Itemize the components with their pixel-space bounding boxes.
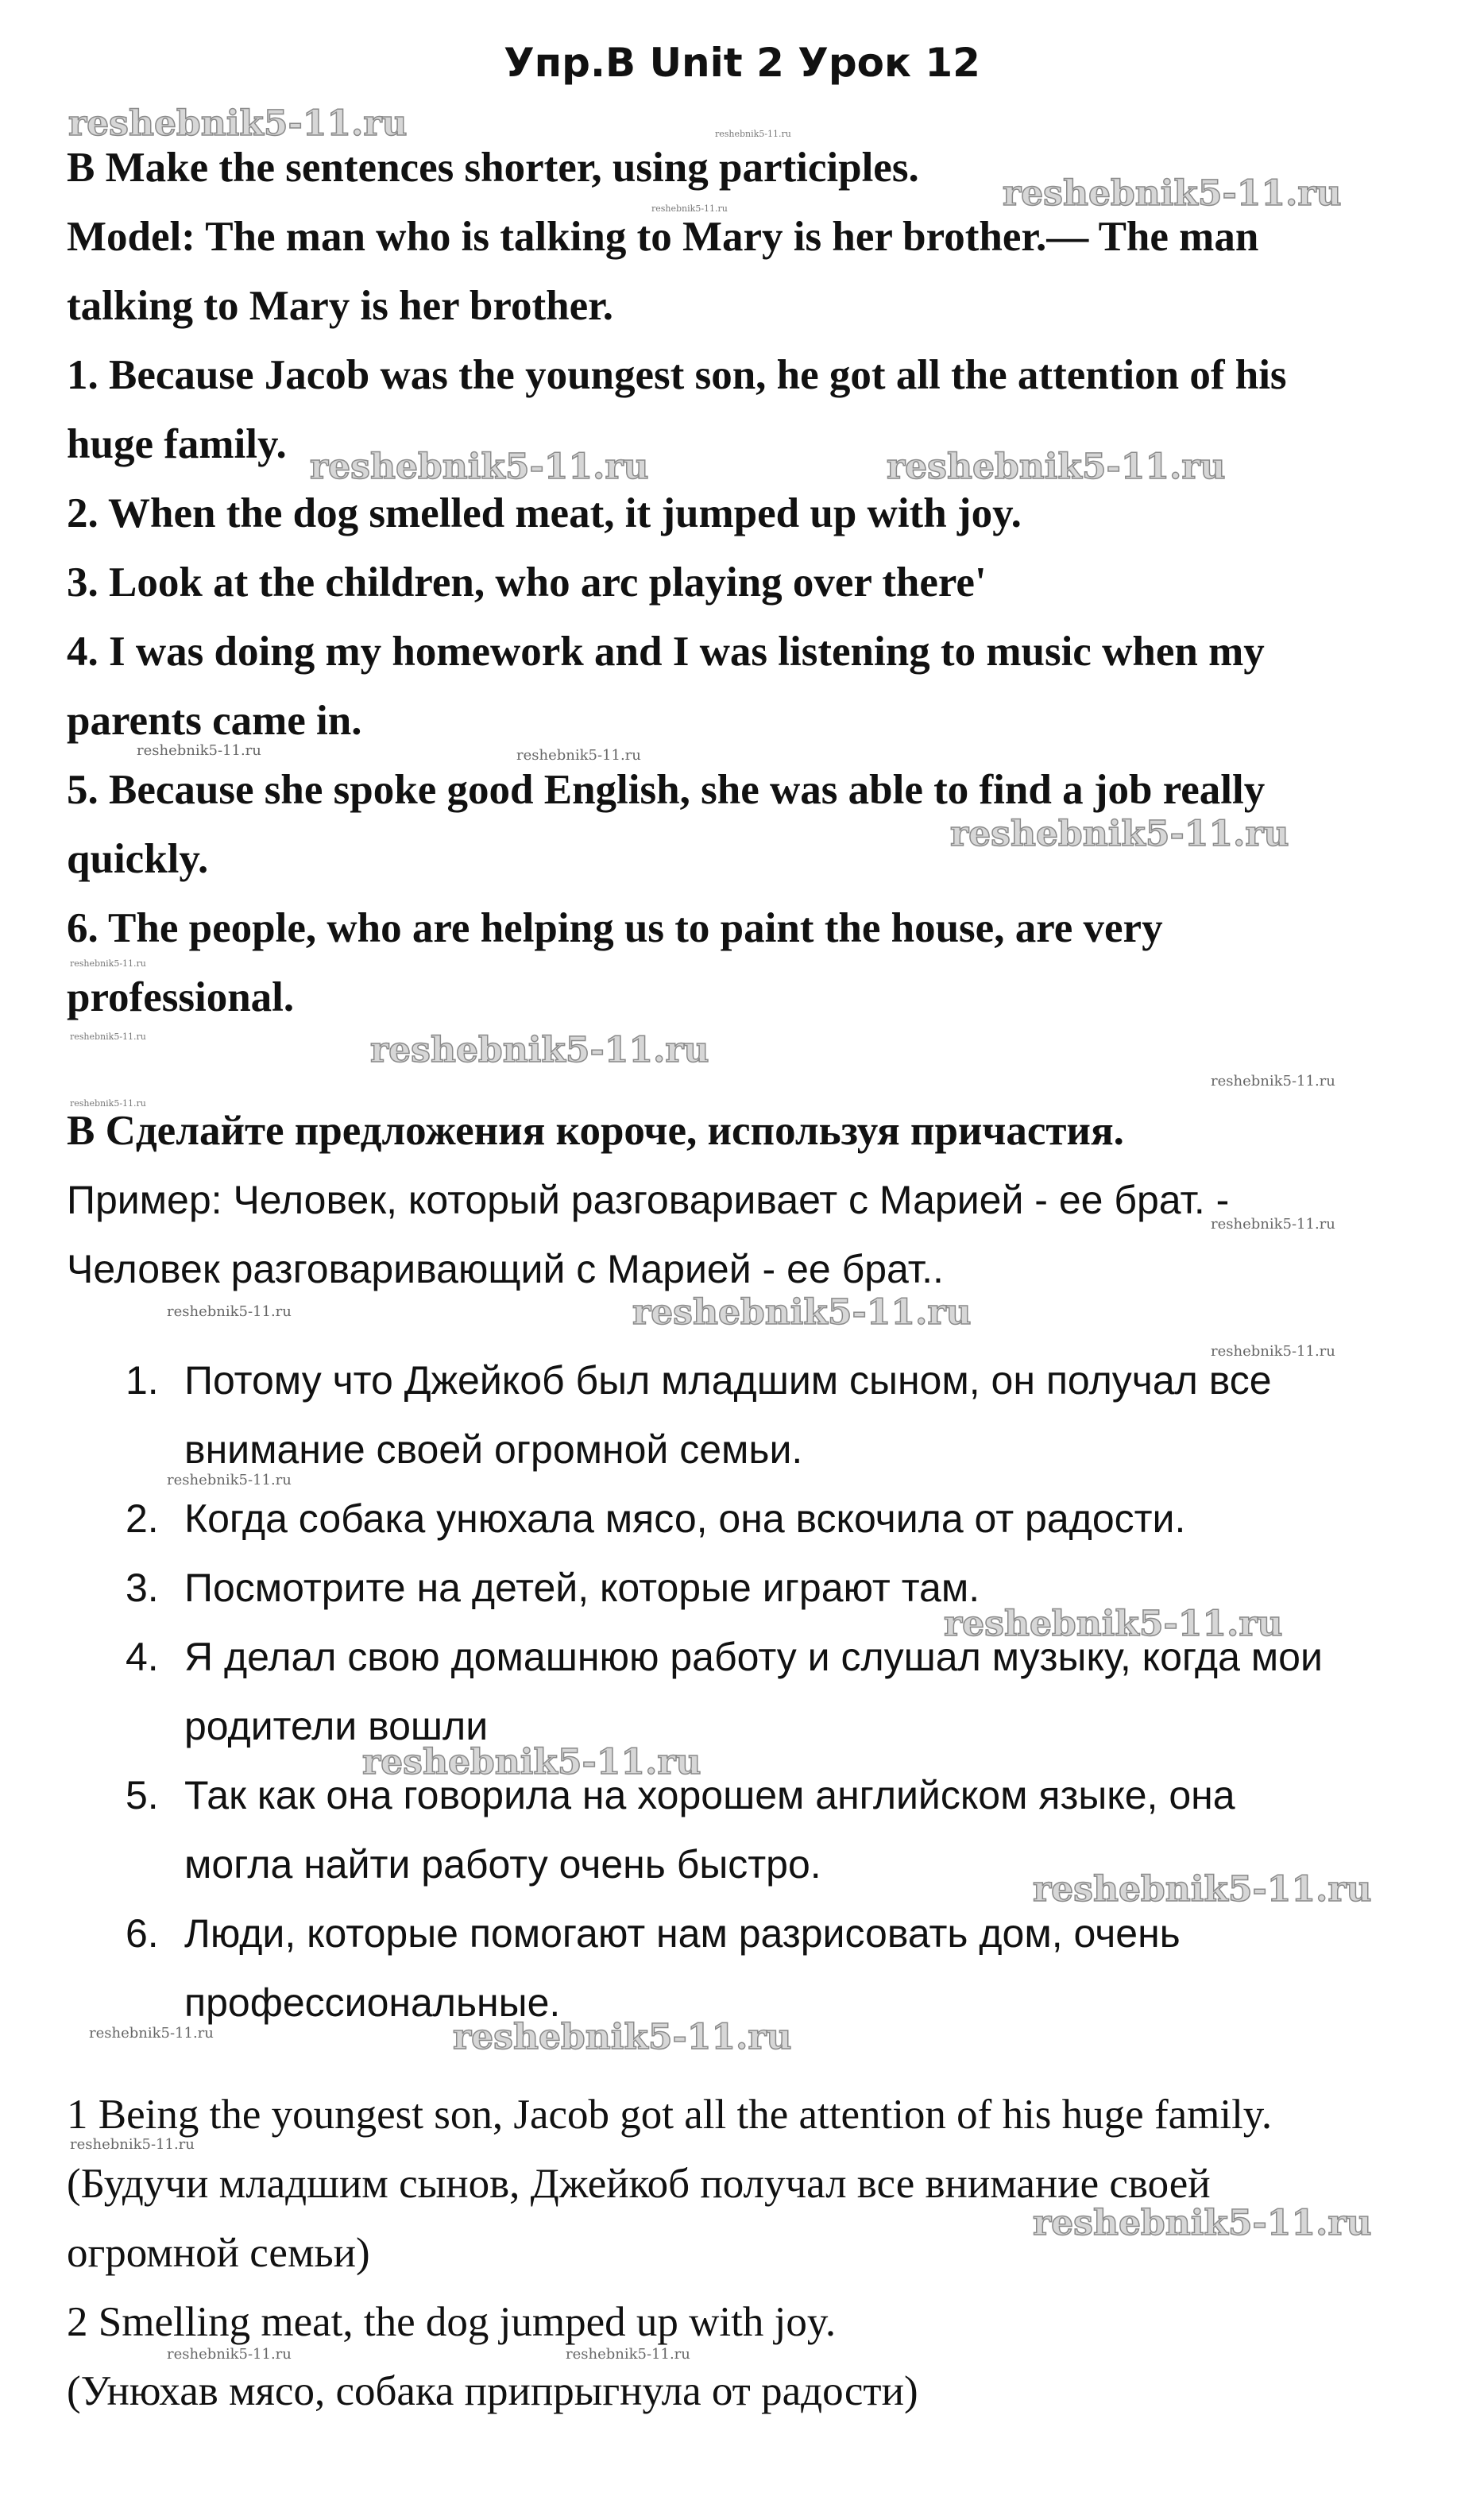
watermark: reshebnik5-11.ru: [1033, 2203, 1372, 2243]
watermark: reshebnik5-11.ru: [362, 1742, 701, 1782]
russian-item-4-cont: родители вошли: [184, 1704, 489, 1748]
russian-example-line: Пример: Человек, который разговаривает с Марией - ее брат. -: [67, 1178, 1230, 1222]
russian-instruction: В Сделайте предложения короче, используя причастия.: [67, 1108, 1124, 1154]
watermark: reshebnik5-11.ru: [516, 747, 641, 764]
watermark: reshebnik5-11.ru: [651, 203, 728, 214]
russian-item-1: Потому что Джейкоб был младшим сыном, он получал все: [184, 1358, 1272, 1403]
watermark: reshebnik5-11.ru: [89, 2025, 214, 2042]
watermark: reshebnik5-11.ru: [715, 129, 791, 139]
english-instruction: B Make the sentences shorter, using participles.: [67, 145, 919, 191]
watermark: reshebnik5-11.ru: [167, 1472, 292, 1488]
english-model-line: Model: The man who is talking to Mary is her brother.— The man: [67, 214, 1259, 260]
watermark: reshebnik5-11.ru: [167, 1303, 292, 1320]
watermark: reshebnik5-11.ru: [370, 1030, 709, 1070]
russian-item-6: Люди, которые помогают нам разрисовать дом, очень: [184, 1911, 1181, 1956]
watermark: reshebnik5-11.ru: [944, 1604, 1283, 1644]
english-sentence-5-cont: quickly.: [67, 836, 209, 882]
list-number: 3.: [126, 1566, 159, 1610]
watermark: reshebnik5-11.ru: [887, 447, 1226, 487]
list-number: 5.: [126, 1773, 159, 1817]
english-sentence-4-cont: parents came in.: [67, 698, 362, 744]
list-number: 6.: [126, 1911, 159, 1956]
russian-item-3: Посмотрите на детей, которые играют там.: [184, 1566, 980, 1610]
watermark: reshebnik5-11.ru: [453, 2017, 792, 2057]
watermark: reshebnik5-11.ru: [1003, 173, 1342, 214]
english-sentence-6-cont: professional.: [67, 974, 295, 1020]
list-number: 2.: [126, 1496, 159, 1541]
answer-2: 2 Smelling meat, the dog jumped up with joy.: [67, 2299, 837, 2345]
english-sentence-4: 4. I was doing my homework and I was listening to music when my: [67, 629, 1265, 675]
watermark: reshebnik5-11.ru: [950, 814, 1289, 854]
russian-item-4: Я делал свою домашнюю работу и слушал музыку, когда мои: [184, 1635, 1323, 1679]
russian-example-line: Человек разговаривающий с Марией - ее брат..: [67, 1247, 944, 1291]
english-sentence-2: 2. When the dog smelled meat, it jumped up with joy.: [67, 490, 1022, 536]
english-sentence-6: 6. The people, who are helping us to paint the house, are very: [67, 905, 1163, 951]
english-sentence-3: 3. Look at the children, who arc playing over there': [67, 559, 987, 606]
answer-1-translation-cont: огромной семьи): [67, 2230, 370, 2276]
english-sentence-5: 5. Because she spoke good English, she was able to find a job really: [67, 767, 1266, 813]
russian-item-1-cont: внимание своей огромной семьи.: [184, 1427, 803, 1472]
watermark: reshebnik5-11.ru: [68, 103, 408, 144]
russian-item-2: Когда собака унюхала мясо, она вскочила от радости.: [184, 1496, 1186, 1541]
watermark: reshebnik5-11.ru: [1033, 1869, 1372, 1910]
watermark: reshebnik5-11.ru: [632, 1292, 972, 1333]
watermark: reshebnik5-11.ru: [70, 958, 146, 969]
english-model-line: talking to Mary is her brother.: [67, 283, 614, 329]
watermark: reshebnik5-11.ru: [70, 1098, 146, 1109]
list-number: 4.: [126, 1635, 159, 1679]
answer-1: 1 Being the youngest son, Jacob got all the attention of his huge family.: [67, 2092, 1273, 2138]
watermark: reshebnik5-11.ru: [70, 1032, 146, 1042]
russian-item-5: Так как она говорила на хорошем английском языке, она: [184, 1773, 1235, 1817]
list-number: 1.: [126, 1358, 159, 1403]
russian-item-6-cont: профессиональные.: [184, 1980, 561, 2025]
english-sentence-1-cont: huge family.: [67, 421, 287, 467]
english-sentence-1: 1. Because Jacob was the youngest son, he got all the attention of his: [67, 352, 1287, 398]
watermark: reshebnik5-11.ru: [70, 2136, 195, 2153]
watermark: reshebnik5-11.ru: [1211, 1216, 1335, 1233]
watermark: reshebnik5-11.ru: [566, 2346, 690, 2363]
watermark: reshebnik5-11.ru: [167, 2346, 292, 2363]
watermark: reshebnik5-11.ru: [137, 742, 261, 759]
watermark: reshebnik5-11.ru: [1211, 1343, 1335, 1360]
watermark: reshebnik5-11.ru: [1211, 1073, 1335, 1090]
answer-2-translation: (Унюхав мясо, собака припрыгнула от радости): [67, 2368, 918, 2414]
watermark: reshebnik5-11.ru: [310, 447, 649, 487]
answer-1-translation: (Будучи младшим сынов, Джейкоб получал все внимание своей: [67, 2161, 1211, 2207]
russian-item-5-cont: могла найти работу очень быстро.: [184, 1842, 821, 1887]
page-title: Упр.В Unit 2 Урок 12: [504, 40, 980, 86]
